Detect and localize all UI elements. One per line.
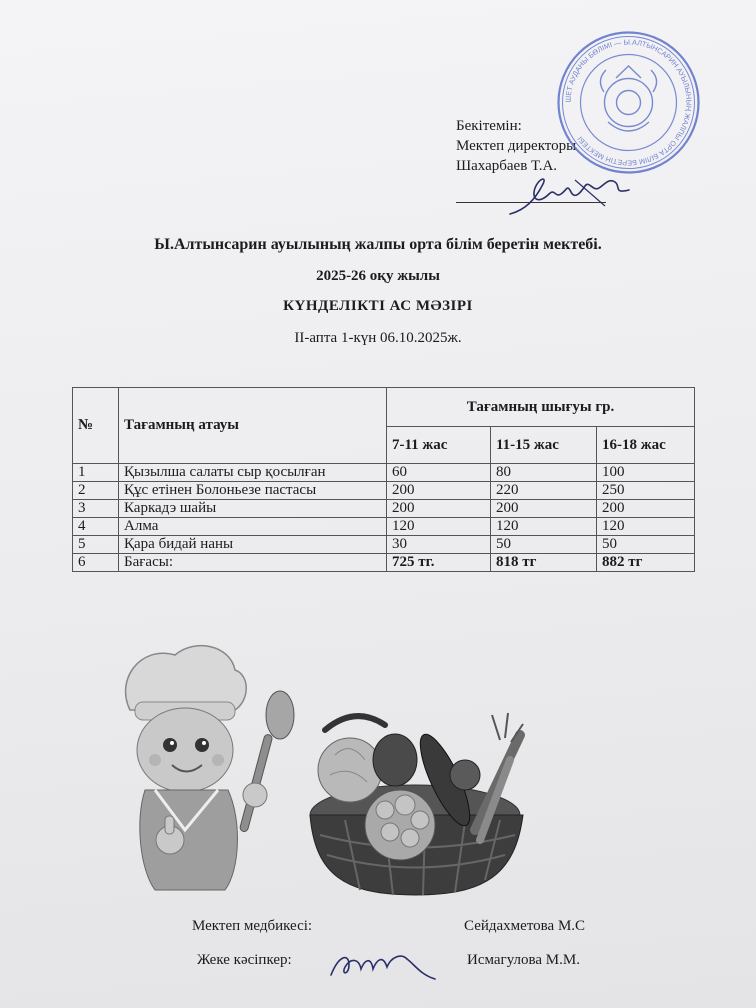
school-name: Ы.Алтынсарин ауылының жалпы орта білім беретін мектебі. — [154, 236, 602, 253]
yield-cell: 30 — [387, 536, 491, 554]
row-number: 5 — [73, 536, 119, 554]
yield-cell: 200 — [387, 500, 491, 518]
director-signature-icon — [505, 170, 635, 220]
dish-name: Алма — [119, 518, 387, 536]
yield-cell: 100 — [597, 464, 695, 482]
age-group-header: 16-18 жас — [597, 427, 695, 464]
academic-year: 2025-26 оқу жылы — [316, 268, 440, 284]
entrepreneur-label: Жеке кәсіпкер: — [197, 952, 292, 968]
table-row — [73, 464, 695, 482]
yield-cell: 50 — [597, 536, 695, 554]
row-number: 1 — [73, 464, 119, 482]
director-title: Мектеп директоры — [456, 138, 577, 154]
nurse-name: Сейдахметова М.С — [464, 918, 586, 934]
col-name-header: Тағамның атауы — [119, 388, 387, 464]
svg-text:ШЕТ АУДАНЫ БӨЛІМІ — Ы.АЛТЫНСАР — [563, 37, 693, 167]
row-number: 2 — [73, 482, 119, 500]
stamp-text: ШЕТ АУДАНЫ БӨЛІМІ — Ы.АЛТЫНСАРИН АУЫЛЫНЫҢ ЖАЛПЫ ОРТА БІЛІМ БЕРЕТІН МЕКТЕБІ — [563, 37, 694, 168]
row-number: 6 — [73, 554, 119, 572]
approval-label: Бекітемін: — [456, 118, 522, 134]
menu-table — [72, 387, 695, 572]
row-number: 4 — [73, 518, 119, 536]
yield-cell: 200 — [491, 500, 597, 518]
yield-cell: 60 — [387, 464, 491, 482]
price-cell: 725 тг. — [387, 554, 491, 572]
vegetable-basket-illustration-icon — [305, 700, 530, 900]
yield-cell: 50 — [491, 536, 597, 554]
row-number: 3 — [73, 500, 119, 518]
age-group-header: 11-15 жас — [491, 427, 597, 464]
yield-cell: 120 — [491, 518, 597, 536]
yield-cell: 250 — [597, 482, 695, 500]
table-row — [73, 500, 695, 518]
official-stamp-icon — [556, 30, 701, 175]
table-row — [73, 536, 695, 554]
table-header-row — [73, 388, 695, 427]
price-row — [73, 554, 695, 572]
chef-boy-illustration-icon — [110, 640, 310, 900]
entrepreneur-signature-icon — [325, 945, 440, 985]
price-cell: 882 тг — [597, 554, 695, 572]
dish-name: Қызылша салаты сыр қосылған — [119, 464, 387, 482]
price-label: Бағасы: — [119, 554, 387, 572]
dish-name: Қара бидай наны — [119, 536, 387, 554]
yield-cell: 80 — [491, 464, 597, 482]
dish-name: Каркадэ шайы — [119, 500, 387, 518]
yield-cell: 220 — [491, 482, 597, 500]
dish-name: Құс етінен Болоньезе пастасы — [119, 482, 387, 500]
nurse-label: Мектеп медбикесі: — [192, 918, 313, 934]
age-group-header: 7-11 жас — [387, 427, 491, 464]
yield-cell: 120 — [597, 518, 695, 536]
yield-cell: 200 — [597, 500, 695, 518]
col-yield-header: Тағамның шығуы гр. — [387, 388, 695, 427]
yield-cell: 200 — [387, 482, 491, 500]
week-day-date: II-апта 1-күн 06.10.2025ж. — [294, 330, 462, 346]
entrepreneur-name: Исмагулова М.М. — [467, 952, 580, 968]
yield-cell: 120 — [387, 518, 491, 536]
table-row — [73, 518, 695, 536]
director-name: Шахарбаев Т.А. — [456, 158, 558, 174]
page-title: КҮНДЕЛІКТІ АС МӘЗІРІ — [283, 298, 473, 314]
price-cell: 818 тг — [491, 554, 597, 572]
col-number-header: № — [73, 388, 119, 464]
table-row — [73, 482, 695, 500]
